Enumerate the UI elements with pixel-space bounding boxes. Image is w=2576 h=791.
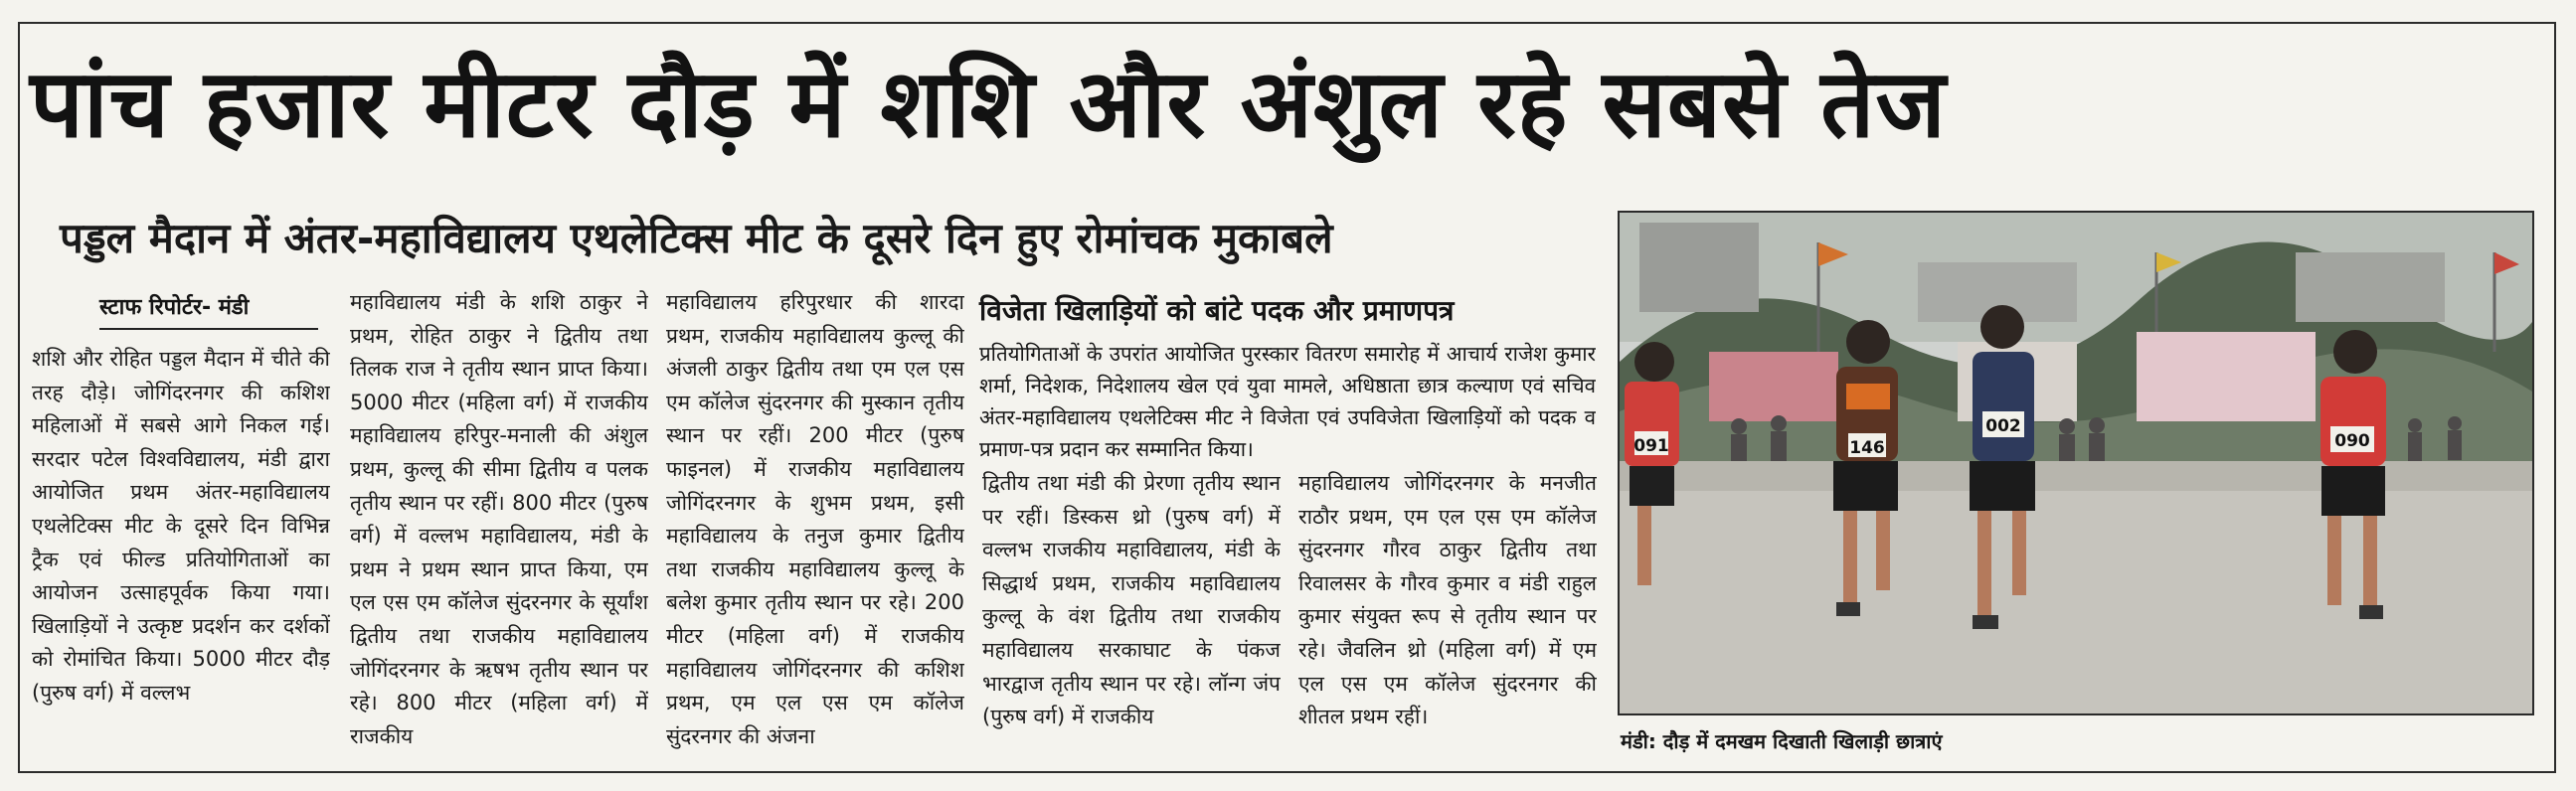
- article-column-4: द्वितीय तथा मंडी की प्रेरणा तृतीय स्थान पर रहीं। डिस्कस थ्रो (पुरुष वर्ग) में वल्लभ राजकीय महाविद्यालय, मंडी के सिद्धार्थ प्रथम, राजकीय महाविद्यालय कुल्लू के वंश द्वितीय तथा राजकीय महाविद्यालय सरकाघाट के पंकज भारद्वाज तृतीय स्थान पर रहे। लॉन्ग जंप (पुरुष वर्ग) में राजकीय: [982, 471, 1281, 729]
- race-photo-scene: [1620, 213, 2532, 713]
- article-column-3: महाविद्यालय हरिपुरधार की शारदा प्रथम, राजकीय महाविद्यालय कुल्लू की अंजली ठाकुर द्वितीय तथा एम एल एस एम कॉलेज सुंदरनगर की मुस्कान तृतीय स्थान पर रहीं। 200 मीटर (पुरुष फाइनल) में राजकीय महाविद्यालय जोगिंदरनगर के शुभम प्रथम, इसी महाविद्यालय के तनुज कुमार द्वितीय तथा राजकीय महाविद्यालय कुल्लू के बलेश कुमार तृतीय स्थान पर रहे। 200 मीटर (महिला वर्ग) में राजकीय महाविद्यालय जोगिंदरनगर की कशिश प्रथम, एम एल एस एम कॉलेज सुंदरनगर की अंजना: [666, 290, 964, 748]
- article-column-2: महाविद्यालय मंडी के शशि ठाकुर ने प्रथम, रोहित ठाकुर ने द्वितीय तथा तिलक राज ने तृतीय स्थान प्राप्त किया। 5000 मीटर (महिला वर्ग) में राजकीय महाविद्यालय हरिपुर-मनाली की अंशुल प्रथम, कुल्लू की सीमा द्वितीय व पलक तृतीय स्थान पर रहीं। 800 मीटर (पुरुष वर्ग) में वल्लभ महाविद्यालय, मंडी के प्रथम ने प्रथम स्थान प्राप्त किया, एम एल एस एम कॉलेज सुंदरनगर के सूर्यांश द्वितीय तथा राजकीय महाविद्यालय जोगिंदरनगर के ऋषभ तृतीय स्थान पर रहे। 800 मीटर (महिला वर्ग) में राजकीय: [350, 290, 648, 748]
- box-text: प्रतियोगिताओं के उपरांत आयोजित पुरस्कार वितरण समारोह में आचार्य राजेश कुमार शर्मा, निदेशक, निदेशालय खेल एवं युवा मामले, अधिष्ठाता छात्र कल्याण एवं सचिव अंतर-महाविद्यालय एथलेटिक्स मीट ने विजेता एवं उपविजेता खिलाड़ियों को पदक व प्रमाण-पत्र प्रदान कर सम्मानित किया।: [979, 342, 1596, 461]
- article-column-5: महाविद्यालय जोगिंदरनगर के मनजीत राठौर प्रथम, एम एल एस एम कॉलेज सुंदरनगर गौरव ठाकुर द्वितीय तथा रिवालसर के गौरव कुमार व मंडी राहुल कुमार संयुक्त रूप से तृतीय स्थान पर रहे। जैवलिन थ्रो (महिला वर्ग) में एम एल एस एम कॉलेज सुंदरनगर की शीतल प्रथम रहीं।: [1298, 471, 1597, 729]
- box-heading: विजेता खिलाड़ियों को बांटे पदक और प्रमाणपत्र: [979, 294, 1455, 327]
- bib-number: 091: [1633, 436, 1669, 456]
- bib-number: 090: [2334, 431, 2370, 451]
- byline: स्टाफ रिपोर्टर- मंडी: [99, 288, 318, 330]
- subheadline: पड्डल मैदान में अंतर-महाविद्यालय एथलेटिक्स मीट के दूसरे दिन हुए रोमांचक मुकाबले: [60, 214, 1333, 262]
- race-photo: [1618, 211, 2534, 715]
- photo-caption: मंडी: दौड़ में दमखम दिखाती खिलाड़ी छात्राएं: [1621, 729, 1943, 753]
- article-column-1: शशि और रोहित पड्डल मैदान में चीते की तरह दौड़े। जोगिंदरनगर की कशिश महिलाओं में सबसे आगे निकल गई। सरदार पटेल विश्वविद्यालय, मंडी द्वारा आयोजित प्रथम अंतर-महाविद्यालय एथलेटिक्स मीट के दूसरे दिन विभिन्न ट्रैक एवं फील्ड प्रतियोगिताओं का आयोजन उत्साहपूर्वक किया गया। खिलाड़ियों ने उत्कृष्ट प्रदर्शन कर दर्शकों को रोमांचित किया। 5000 मीटर दौड़ (पुरुष वर्ग) में वल्लभ: [32, 347, 330, 705]
- bib-number: 002: [1985, 416, 2021, 436]
- bib-number: 146: [1849, 438, 1885, 458]
- headline: पांच हजार मीटर दौड़ में शशि और अंशुल रहे सबसे तेज: [30, 50, 1947, 159]
